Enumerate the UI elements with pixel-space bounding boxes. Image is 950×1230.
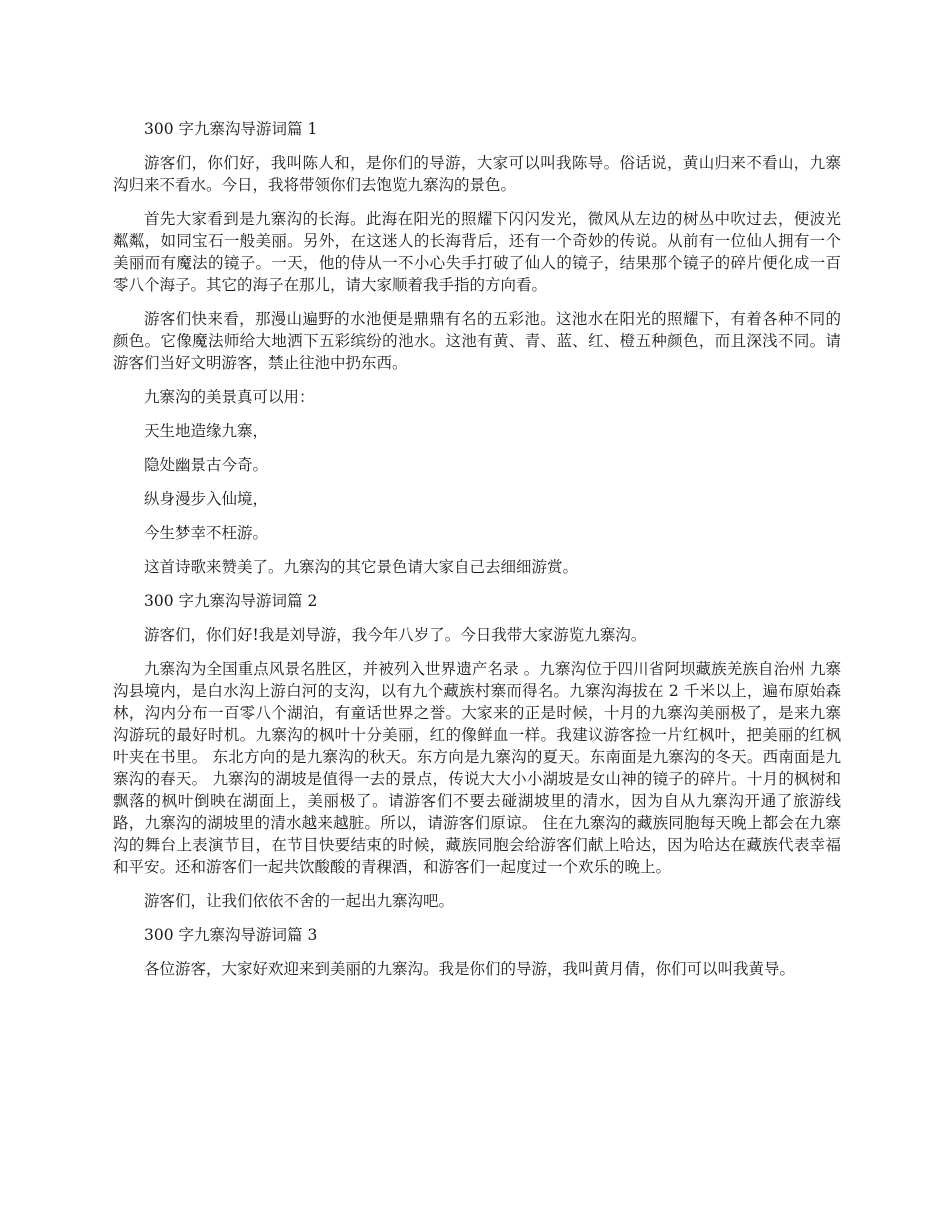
poem-line-1: 天生地造缘九寨， (144, 422, 269, 440)
section-1-paragraph-closing: 这首诗歌来赞美了。九寨沟的其它景色请大家自己去细细游赏。 (144, 558, 579, 576)
section-1-paragraph-4: 九寨沟的美景真可以用： (144, 388, 315, 406)
section-3-paragraph-1: 各位游客，大家好欢迎来到美丽的九寨沟。我是你们的导游，我叫黄月倩，你们可以叫我黄导。 (144, 960, 796, 978)
section-1-paragraph-3: 游客们快来看，那漫山遍野的水池便是鼎鼎有名的五彩池。这池水在阳光的照耀下，有着各种不同的颜色。它像魔法师给大地洒下五彩缤纷的池水。这池有黄、青、蓝、红、橙五种颜色，而且深浅不同。请游客们当好文明游客，禁止往池中扔东西。 (113, 310, 841, 372)
section-1-title: 300 字九寨沟导游词篇 1 (144, 120, 318, 138)
section-1-paragraph-2: 首先大家看到是九寨沟的长海。此海在阳光的照耀下闪闪发光，微风从左边的树丛中吹过去，便波光粼粼，如同宝石一般美丽。另外，在这迷人的长海背后，还有一个奇妙的传说。从前有一位仙人拥有一个美丽而有魔法的镜子。一天，他的侍从一不小心失手打破了仙人的镜子，结果那个镜子的碎片便化成一百零八个海子。其它的海子在那儿，请大家顺着我手指的方向看。 (113, 210, 841, 294)
poem-line-3: 纵身漫步入仙境， (144, 490, 269, 508)
section-2-paragraph-2: 九寨沟为全国重点风景名胜区，并被列入世界遗产名录 。九寨沟位于四川省阿坝藏族羌族自治州 九寨沟县境内，是白水沟上游白河的支沟，以有九个藏族村寨而得名。九寨沟海拔在 2 千米以上，遍布原始森林，沟内分布一百零八个湖泊，有童话世界之誉。大家来的正是时候，十月的九寨沟美丽极了，是来九寨沟游玩的最好时机。九寨沟的枫叶十分美丽，红的像鲜血一样。我建议游客捡一片红枫叶，把美丽的红枫叶夹在书里。 东北方向的是九寨沟的秋天。东方向是九寨沟的夏天。东南面是九寨沟的冬天。西南面是九寨沟的春天。 九寨沟的湖坡是值得一去的景点，传说大大小小湖坡是女山神的镜子的碎片。十月的枫树和飘落的枫叶倒映在湖面上，美丽极了。请游客们不要去碰湖坡里的清水，因为自从九寨沟开通了旅游线路，九寨沟的湖坡里的清水越来越脏。所以，请游客们原谅。 住在九寨沟的藏族同胞每天晚上都会在九寨沟的舞台上表演节目，在节目快要结束的时候，藏族同胞会给游客们献上哈达，因为哈达在藏族代表幸福和平安。还和游客们一起共饮酸酸的青稞酒，和游客们一起度过一个欢乐的晚上。 (113, 660, 841, 876)
section-3-title: 300 字九寨沟导游词篇 3 (144, 926, 318, 944)
poem-line-2: 隐处幽景古今奇。 (144, 456, 269, 474)
section-2-paragraph-1: 游客们，你们好!我是刘导游，我今年八岁了。今日我带大家游览九寨沟。 (144, 626, 647, 644)
section-1-paragraph-1: 游客们，你们好，我叫陈人和，是你们的导游，大家可以叫我陈导。俗话说，黄山归来不看山，九寨沟归来不看水。今日，我将带领你们去饱览九寨沟的景色。 (113, 154, 841, 194)
section-2-title: 300 字九寨沟导游词篇 2 (144, 592, 318, 610)
document-body (113, 118, 841, 992)
poem-line-4: 今生梦幸不枉游。 (144, 524, 269, 542)
section-2-paragraph-3: 游客们，让我们依依不舍的一起出九寨沟吧。 (144, 892, 455, 910)
